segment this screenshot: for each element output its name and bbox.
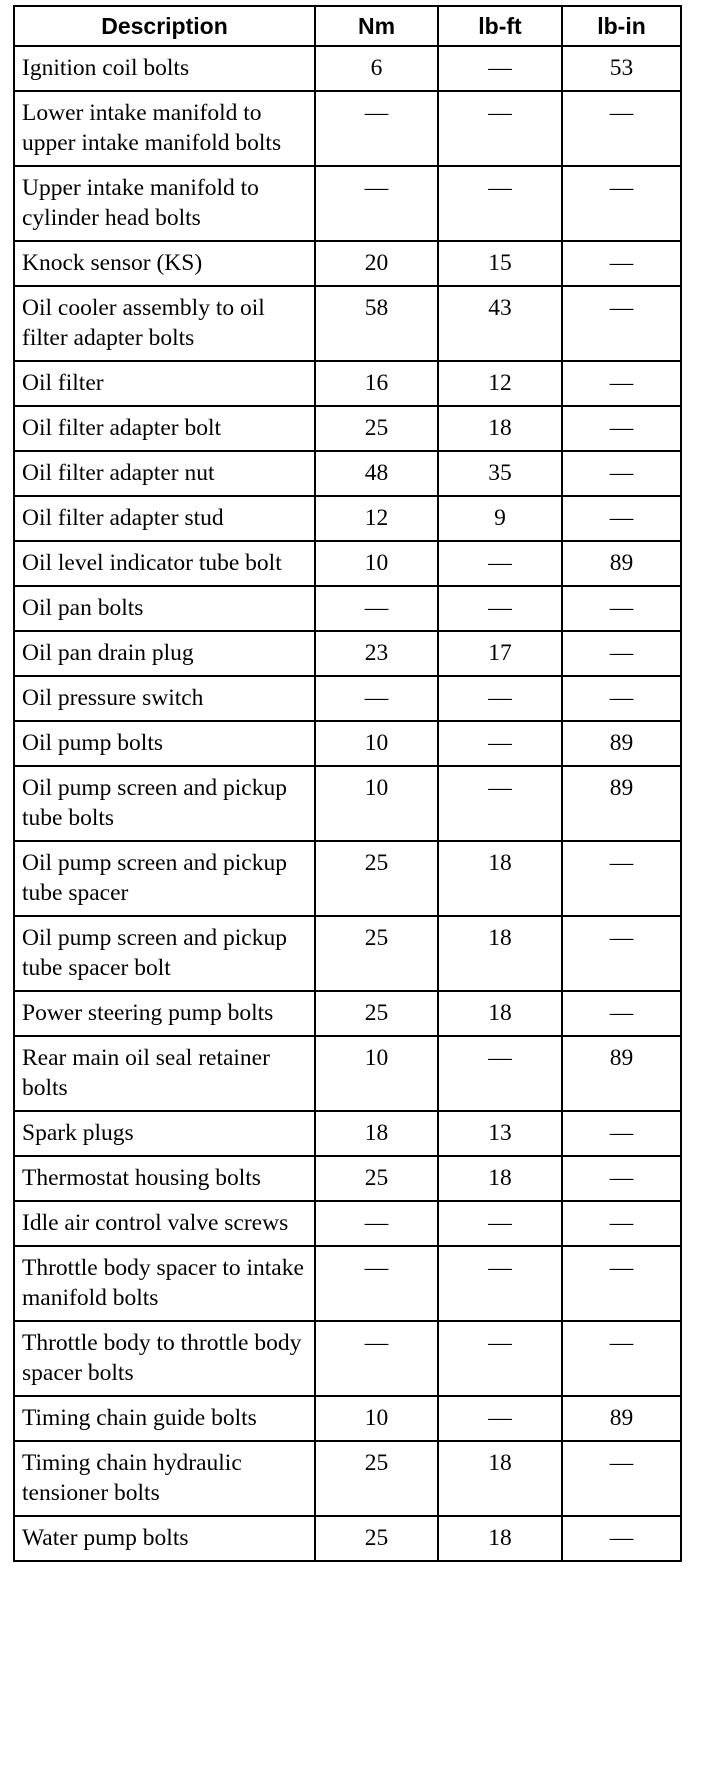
lb-ft-cell: 18	[438, 1441, 562, 1516]
lb-in-cell: —	[562, 286, 681, 361]
description-cell: Oil pump screen and pickup tube bolts	[14, 766, 315, 841]
lb-in-cell: 89	[562, 1396, 681, 1441]
nm-cell: 16	[315, 361, 438, 406]
lb-ft-cell: —	[438, 541, 562, 586]
description-cell: Oil filter	[14, 361, 315, 406]
table-row	[14, 841, 681, 916]
column-header-nm: Nm	[315, 6, 438, 46]
description-cell: Power steering pump bolts	[14, 991, 315, 1036]
description-cell: Oil pan drain plug	[14, 631, 315, 676]
description-cell: Lower intake manifold to upper intake manifold bolts	[14, 91, 315, 166]
lb-ft-cell: —	[438, 766, 562, 841]
description-cell: Timing chain hydraulic tensioner bolts	[14, 1441, 315, 1516]
nm-cell: 10	[315, 541, 438, 586]
table-row	[14, 166, 681, 241]
lb-in-cell: —	[562, 406, 681, 451]
lb-in-cell: —	[562, 631, 681, 676]
table-row	[14, 541, 681, 586]
table-row	[14, 991, 681, 1036]
lb-ft-cell: 18	[438, 991, 562, 1036]
nm-cell: 12	[315, 496, 438, 541]
table-row	[14, 676, 681, 721]
lb-in-cell: —	[562, 91, 681, 166]
description-cell: Rear main oil seal retainer bolts	[14, 1036, 315, 1111]
header-row	[14, 6, 681, 46]
lb-ft-cell: —	[438, 586, 562, 631]
table-row	[14, 1441, 681, 1516]
nm-cell: 18	[315, 1111, 438, 1156]
lb-ft-cell: 12	[438, 361, 562, 406]
description-cell: Oil level indicator tube bolt	[14, 541, 315, 586]
lb-ft-cell: 18	[438, 1516, 562, 1561]
lb-in-cell: —	[562, 991, 681, 1036]
lb-in-cell: —	[562, 241, 681, 286]
nm-cell: 25	[315, 841, 438, 916]
lb-ft-cell: 15	[438, 241, 562, 286]
table-row	[14, 766, 681, 841]
lb-ft-cell: —	[438, 721, 562, 766]
lb-in-cell: 89	[562, 721, 681, 766]
nm-cell: 58	[315, 286, 438, 361]
description-cell: Throttle body to throttle body spacer bolts	[14, 1321, 315, 1396]
nm-cell: —	[315, 1246, 438, 1321]
nm-cell: 48	[315, 451, 438, 496]
nm-cell: 10	[315, 721, 438, 766]
lb-in-cell: —	[562, 1321, 681, 1396]
lb-ft-cell: —	[438, 1396, 562, 1441]
table-row	[14, 451, 681, 496]
lb-in-cell: —	[562, 361, 681, 406]
nm-cell: 10	[315, 1396, 438, 1441]
description-cell: Spark plugs	[14, 1111, 315, 1156]
lb-ft-cell: 18	[438, 841, 562, 916]
table-row	[14, 1111, 681, 1156]
table-header	[14, 6, 681, 46]
table-row	[14, 1156, 681, 1201]
description-cell: Ignition coil bolts	[14, 46, 315, 91]
lb-ft-cell: 9	[438, 496, 562, 541]
description-cell: Knock sensor (KS)	[14, 241, 315, 286]
table-row	[14, 1246, 681, 1321]
table-row	[14, 586, 681, 631]
lb-ft-cell: 18	[438, 916, 562, 991]
lb-in-cell: 89	[562, 541, 681, 586]
description-cell: Oil pan bolts	[14, 586, 315, 631]
column-header-lb-ft: lb-ft	[438, 6, 562, 46]
table-row	[14, 496, 681, 541]
lb-ft-cell: 17	[438, 631, 562, 676]
nm-cell: 10	[315, 766, 438, 841]
lb-ft-cell: 13	[438, 1111, 562, 1156]
lb-in-cell: —	[562, 1111, 681, 1156]
lb-ft-cell: 35	[438, 451, 562, 496]
lb-ft-cell: —	[438, 676, 562, 721]
table-row	[14, 1201, 681, 1246]
table-row	[14, 721, 681, 766]
lb-in-cell: —	[562, 1156, 681, 1201]
nm-cell: 25	[315, 406, 438, 451]
lb-in-cell: —	[562, 451, 681, 496]
table-body	[14, 46, 681, 1561]
table-row	[14, 91, 681, 166]
table-row	[14, 286, 681, 361]
lb-ft-cell: —	[438, 166, 562, 241]
description-cell: Oil pump screen and pickup tube spacer bolt	[14, 916, 315, 991]
nm-cell: 25	[315, 1441, 438, 1516]
nm-cell: —	[315, 91, 438, 166]
description-cell: Oil filter adapter nut	[14, 451, 315, 496]
lb-in-cell: 89	[562, 1036, 681, 1111]
lb-ft-cell: 18	[438, 1156, 562, 1201]
table-row	[14, 1396, 681, 1441]
torque-specifications-table	[13, 5, 682, 1562]
nm-cell: —	[315, 1201, 438, 1246]
lb-in-cell: —	[562, 1201, 681, 1246]
column-header-description: Description	[14, 6, 315, 46]
description-cell: Oil pump screen and pickup tube spacer	[14, 841, 315, 916]
nm-cell: —	[315, 586, 438, 631]
nm-cell: —	[315, 1321, 438, 1396]
description-cell: Water pump bolts	[14, 1516, 315, 1561]
nm-cell: 25	[315, 916, 438, 991]
description-cell: Upper intake manifold to cylinder head bolts	[14, 166, 315, 241]
table-row	[14, 1516, 681, 1561]
description-cell: Oil pump bolts	[14, 721, 315, 766]
nm-cell: 20	[315, 241, 438, 286]
description-cell: Timing chain guide bolts	[14, 1396, 315, 1441]
description-cell: Oil cooler assembly to oil filter adapter bolts	[14, 286, 315, 361]
lb-in-cell: —	[562, 1441, 681, 1516]
lb-in-cell: —	[562, 166, 681, 241]
description-cell: Throttle body spacer to intake manifold bolts	[14, 1246, 315, 1321]
column-header-lb-in: lb-in	[562, 6, 681, 46]
lb-ft-cell: —	[438, 1246, 562, 1321]
lb-ft-cell: —	[438, 91, 562, 166]
lb-ft-cell: —	[438, 46, 562, 91]
description-cell: Oil pressure switch	[14, 676, 315, 721]
nm-cell: —	[315, 166, 438, 241]
nm-cell: 25	[315, 1516, 438, 1561]
nm-cell: 10	[315, 1036, 438, 1111]
nm-cell: 25	[315, 1156, 438, 1201]
table-row	[14, 46, 681, 91]
table-row	[14, 241, 681, 286]
lb-ft-cell: —	[438, 1201, 562, 1246]
lb-in-cell: —	[562, 496, 681, 541]
table-row	[14, 916, 681, 991]
lb-in-cell: —	[562, 1516, 681, 1561]
lb-ft-cell: 43	[438, 286, 562, 361]
description-cell: Oil filter adapter bolt	[14, 406, 315, 451]
table-row	[14, 1036, 681, 1111]
lb-in-cell: —	[562, 916, 681, 991]
description-cell: Idle air control valve screws	[14, 1201, 315, 1246]
table-row	[14, 361, 681, 406]
lb-in-cell: 53	[562, 46, 681, 91]
table-row	[14, 406, 681, 451]
lb-ft-cell: —	[438, 1036, 562, 1111]
lb-in-cell: —	[562, 841, 681, 916]
lb-in-cell: —	[562, 1246, 681, 1321]
lb-ft-cell: —	[438, 1321, 562, 1396]
lb-in-cell: 89	[562, 766, 681, 841]
description-cell: Oil filter adapter stud	[14, 496, 315, 541]
nm-cell: —	[315, 676, 438, 721]
nm-cell: 6	[315, 46, 438, 91]
nm-cell: 25	[315, 991, 438, 1036]
lb-in-cell: —	[562, 676, 681, 721]
lb-ft-cell: 18	[438, 406, 562, 451]
description-cell: Thermostat housing bolts	[14, 1156, 315, 1201]
lb-in-cell: —	[562, 586, 681, 631]
nm-cell: 23	[315, 631, 438, 676]
table-row	[14, 631, 681, 676]
table-row	[14, 1321, 681, 1396]
